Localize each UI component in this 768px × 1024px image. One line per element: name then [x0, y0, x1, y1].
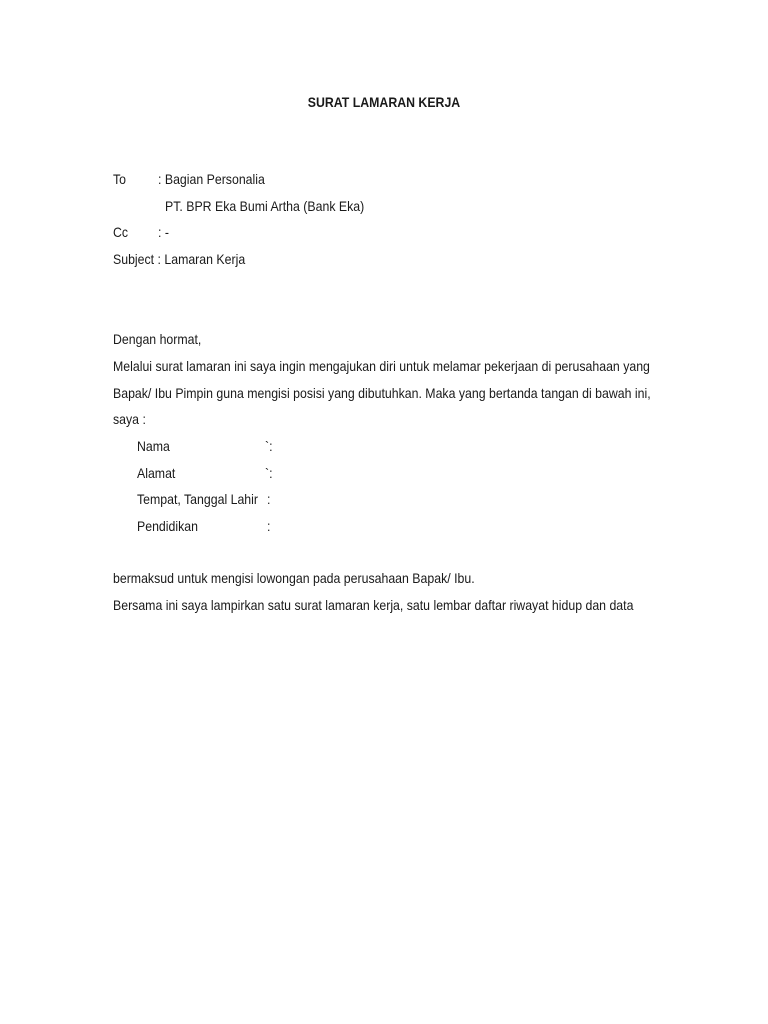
paragraph-line: Bersama ini saya lampirkan satu surat lamaran kerja, satu lembar daftar riwayat hidup dan data	[113, 597, 634, 613]
paragraph-line: saya :	[113, 411, 146, 427]
letter-title: SURAT LAMARAN KERJA	[307, 94, 461, 110]
paragraph-line: Bapak/ Ibu Pimpin guna mengisi posisi yang dibutuhkan. Maka yang bertanda tangan di bawah ini,	[113, 385, 651, 401]
field-sep-pendidikan: :	[267, 518, 271, 534]
field-sep-alamat: `:	[265, 465, 273, 481]
field-label-alamat: Alamat	[137, 465, 176, 481]
to-label: To	[113, 171, 127, 187]
to-company: PT. BPR Eka Bumi Artha (Bank Eka)	[165, 198, 365, 214]
subject-line: Subject : Lamaran Kerja	[113, 251, 246, 267]
field-label-ttl: Tempat, Tanggal Lahir	[137, 491, 258, 507]
paragraph-line: bermaksud untuk mengisi lowongan pada perusahaan Bapak/ Ibu.	[113, 570, 475, 586]
field-label-nama: Nama	[137, 438, 170, 454]
field-label-pendidikan: Pendidikan	[137, 518, 198, 534]
cc-value: : -	[158, 224, 169, 240]
to-value: : Bagian Personalia	[158, 171, 265, 187]
greeting: Dengan hormat,	[113, 331, 202, 347]
cc-label: Cc	[113, 224, 129, 240]
field-sep-nama: `:	[265, 438, 273, 454]
field-sep-ttl: :	[267, 491, 271, 507]
paragraph-line: Melalui surat lamaran ini saya ingin mengajukan diri untuk melamar pekerjaan di perusahaan yang	[113, 358, 650, 374]
